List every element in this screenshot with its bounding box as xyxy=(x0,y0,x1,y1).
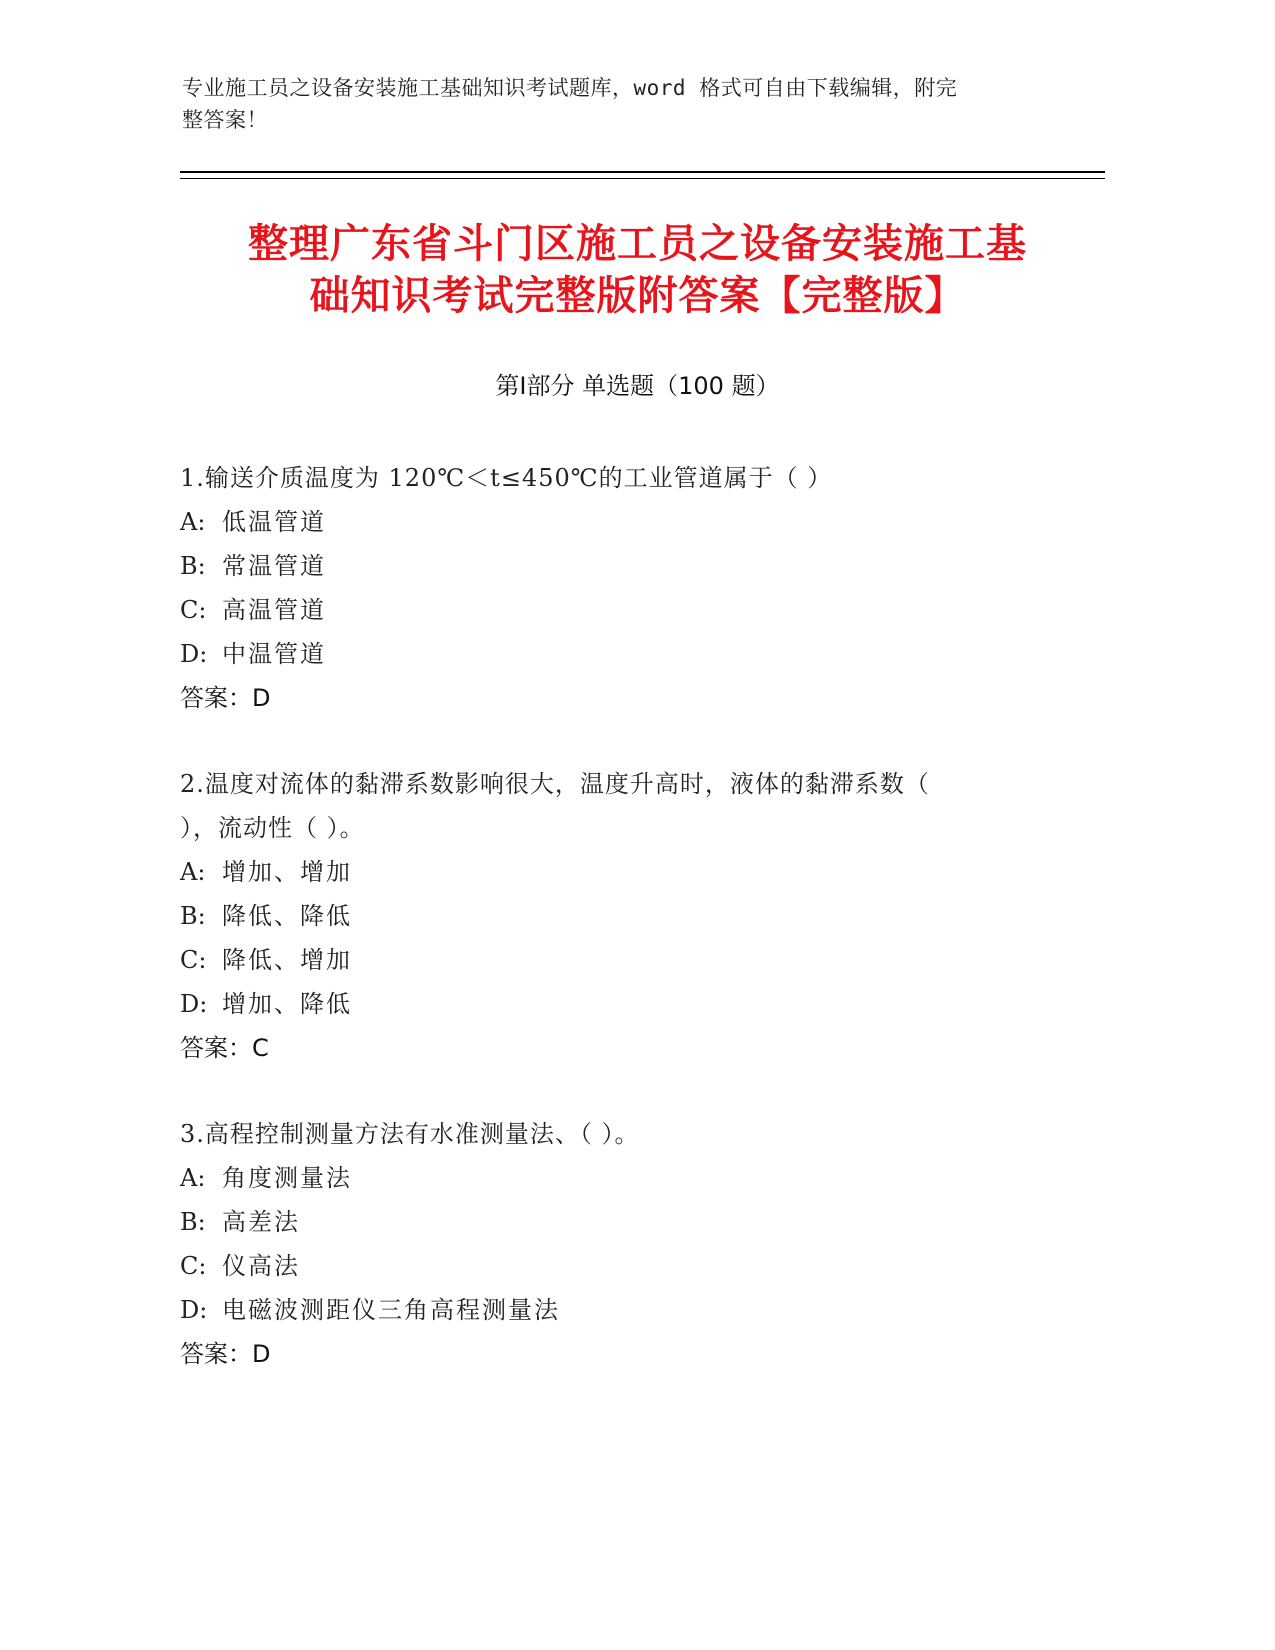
option-letter: B: xyxy=(180,1208,206,1236)
option-text: 高温管道 xyxy=(222,596,326,624)
option-letter: A: xyxy=(180,1164,206,1192)
option-letter: C: xyxy=(180,946,207,974)
option-b xyxy=(180,1200,1040,1244)
answer-line: 答案：D xyxy=(180,1340,271,1368)
option-letter: B: xyxy=(180,552,206,580)
header-divider-thin xyxy=(180,178,1105,179)
question-2 xyxy=(180,762,1040,1070)
option-d xyxy=(180,1288,1040,1332)
option-letter: B: xyxy=(180,902,206,930)
document-title-line-2: 础知识考试完整版附答案【完整版】 xyxy=(309,273,966,319)
option-a xyxy=(180,1156,1040,1200)
answer-line: 答案：C xyxy=(180,1034,269,1062)
option-c xyxy=(180,938,1040,982)
option-b xyxy=(180,894,1040,938)
option-text: 增加、增加 xyxy=(222,858,352,886)
question-spacer xyxy=(180,720,1040,762)
answer-line: 答案：D xyxy=(180,684,271,712)
header-note xyxy=(182,72,1062,136)
document-title-line-1: 整理广东省斗门区施工员之设备安装施工基 xyxy=(248,221,1027,267)
option-text: 角度测量法 xyxy=(222,1164,352,1192)
option-d xyxy=(180,632,1040,676)
option-letter: A: xyxy=(180,508,206,536)
option-text: 降低、降低 xyxy=(222,902,352,930)
option-text: 仪高法 xyxy=(222,1252,300,1280)
option-a xyxy=(180,850,1040,894)
question-list xyxy=(180,456,1040,1376)
header-divider-thick xyxy=(180,171,1105,173)
question-stem: 1.输送介质温度为 120℃＜t≤450℃的工业管道属于（ ） xyxy=(180,464,833,492)
option-text: 高差法 xyxy=(222,1208,300,1236)
question-3 xyxy=(180,1112,1040,1376)
option-letter: D: xyxy=(180,990,208,1018)
question-stem: 3.高程控制测量方法有水准测量法、（ ）。 xyxy=(180,1120,640,1148)
option-d xyxy=(180,982,1040,1026)
header-note-line-1: 专业施工员之设备安装施工基础知识考试题库，word 格式可自由下载编辑，附完 xyxy=(182,76,958,100)
option-c xyxy=(180,1244,1040,1288)
option-text: 中温管道 xyxy=(222,640,326,668)
option-b xyxy=(180,544,1040,588)
question-stem-continued: ），流动性（ ）。 xyxy=(180,814,365,842)
option-text: 电磁波测距仪三角高程测量法 xyxy=(222,1296,560,1324)
option-letter: D: xyxy=(180,640,208,668)
option-letter: A: xyxy=(180,858,206,886)
option-text: 常温管道 xyxy=(222,552,326,580)
question-spacer xyxy=(180,1070,1040,1112)
option-text: 低温管道 xyxy=(222,508,326,536)
question-1 xyxy=(180,456,1040,720)
option-a xyxy=(180,500,1040,544)
document-title xyxy=(150,218,1125,322)
option-text: 降低、增加 xyxy=(222,946,352,974)
option-letter: D: xyxy=(180,1296,208,1324)
header-note-line-2: 整答案！ xyxy=(182,108,268,132)
question-stem: 2.温度对流体的黏滞系数影响很大，温度升高时，液体的黏滞系数（ xyxy=(180,770,930,798)
option-c xyxy=(180,588,1040,632)
option-text: 增加、降低 xyxy=(222,990,352,1018)
option-letter: C: xyxy=(180,596,207,624)
section-title: 第Ⅰ部分 单选题（100 题） xyxy=(495,372,780,400)
option-letter: C: xyxy=(180,1252,207,1280)
